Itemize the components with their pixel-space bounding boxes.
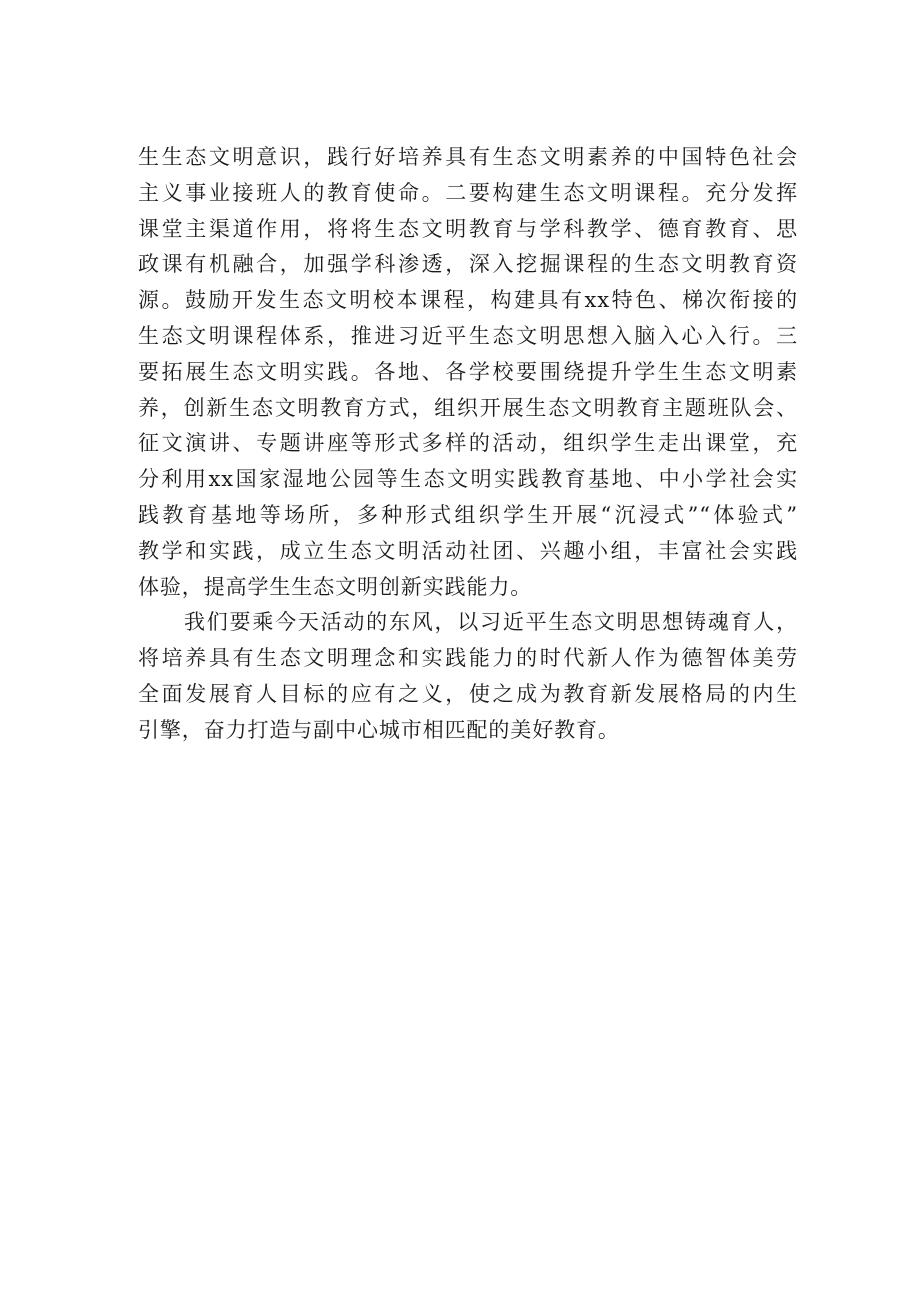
text-line: 主义事业接班人的教育使命。二要构建生态文明课程。充分发挥 [138,180,798,205]
text-line: 将培养具有生态文明理念和实践能力的时代新人作为德智体美劳 [138,646,798,671]
text-line: 践教育基地等场所，多种形式组织学生开展“沉浸式”“体验式” [138,502,798,527]
text-line: 教学和实践，成立生态文明活动社团、兴趣小组，丰富社会实践 [138,538,798,563]
text-line: 源。鼓励开发生态文明校本课程，构建具有xx特色、梯次衔接的 [138,288,798,313]
text-line: 生生态文明意识，践行好培养具有生态文明素养的中国特色社会 [138,145,798,169]
paragraph-1 [138,140,798,605]
text-line: 体验，提高学生生态文明创新实践能力。 [138,574,533,599]
text-line: 要拓展生态文明实践。各地、各学校要围绕提升学生生态文明素 [138,359,798,384]
text-line: 生态文明课程体系，推进习近平生态文明思想入脑入心入行。三 [138,323,798,348]
paragraph-2 [138,605,798,748]
text-line: 引擎，奋力打造与副中心城市相匹配的美好教育。 [138,717,620,742]
document-body [138,140,798,749]
text-line: 分利用xx国家湿地公园等生态文明实践教育基地、中小学社会实 [138,467,798,492]
text-line: 政课有机融合，加强学科渗透，深入挖掘课程的生态文明教育资 [138,252,798,277]
text-line: 全面发展育人目标的应有之义，使之成为教育新发展格局的内生 [138,681,798,706]
text-line: 征文演讲、专题讲座等形式多样的活动，组织学生走出课堂，充 [138,431,798,456]
text-line: 养，创新生态文明教育方式，组织开展生态文明教育主题班队会、 [138,395,798,420]
text-line: 我们要乘今天活动的东风，以习近平生态文明思想铸魂育人， [184,610,798,635]
text-line: 课堂主渠道作用，将将生态文明教育与学科教学、德育教育、思 [138,216,798,241]
